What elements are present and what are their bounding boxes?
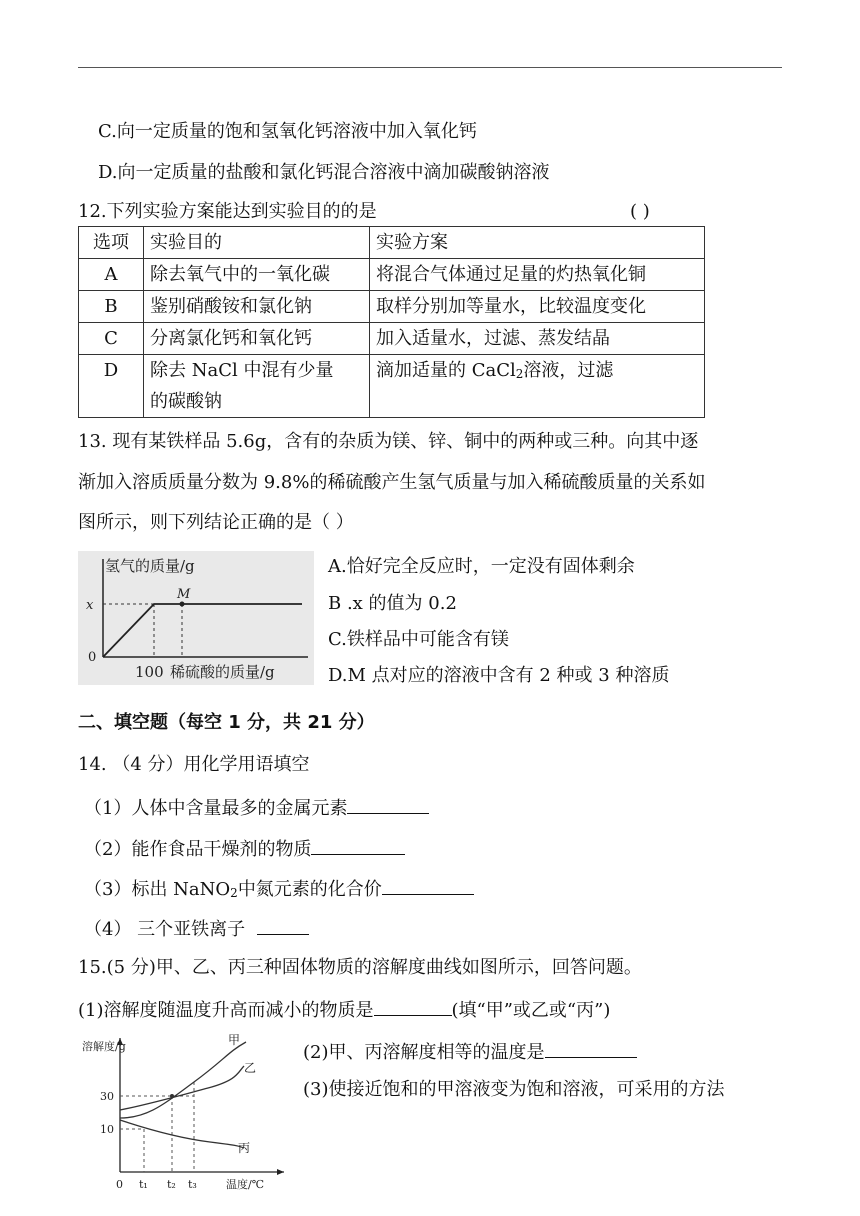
table-row — [79, 291, 705, 323]
q11-option-d: D.向一定质量的盐酸和氯化钙混合溶液中滴加碳酸钠溶液 — [98, 162, 550, 183]
row-purpose: 分离氯化钙和氧化钙 — [144, 323, 370, 355]
q12-answer-paren: ( ) — [630, 201, 650, 222]
item-text: （1）人体中含量最多的金属元素 — [84, 798, 348, 819]
q15-question-2 — [303, 1039, 637, 1064]
header-rule — [78, 67, 782, 68]
x-tick-0: 0 — [116, 1178, 123, 1191]
table-header-row — [79, 227, 705, 259]
q14-stem: 14. （4 分）用化学用语填空 — [78, 754, 310, 775]
row-plan: 加入适量水，过滤、蒸发结晶 — [370, 323, 705, 355]
question-text: (1)溶解度随温度升高而减小的物质是 — [78, 1000, 374, 1021]
curve-bing — [120, 1120, 244, 1148]
row-purpose-line1: 除去 NaCl 中混有少量 — [150, 360, 334, 381]
chart-xlabel: 温度/℃ — [226, 1178, 265, 1191]
row-option: D — [79, 355, 144, 418]
plan-subscript: 2 — [515, 367, 524, 381]
header-option: 选项 — [79, 227, 144, 259]
q12-table — [78, 226, 705, 418]
row-purpose: 除去氧气中的一氧化碳 — [144, 259, 370, 291]
x-axis-arrow — [277, 1169, 284, 1175]
q13-line-1: 13. 现有某铁样品 5.6g，含有的杂质为镁、锌、铜中的两种或三种。向其中逐 — [78, 431, 699, 452]
table-row — [79, 355, 705, 418]
y-tick-label: x — [86, 598, 94, 613]
header-purpose: 实验目的 — [144, 227, 370, 259]
q15-question-1 — [78, 997, 610, 1022]
q13-option-b: B .x 的值为 0.2 — [328, 593, 457, 614]
answer-blank[interactable] — [374, 997, 452, 1016]
curve-jia — [120, 1042, 246, 1118]
point-m-label: M — [177, 587, 191, 602]
q13-option-a: A.恰好完全反应时，一定没有固体剩余 — [328, 556, 635, 577]
item-text: （3）标出 NaNO — [84, 879, 231, 900]
point-m — [180, 602, 185, 607]
q14-item-3 — [84, 876, 474, 904]
q13-line-2: 渐加入溶质质量分数为 9.8%的稀硫酸产生氢气质量与加入稀硫酸质量的关系如 — [78, 472, 706, 493]
row-option: C — [79, 323, 144, 355]
chart-xlabel: 稀硫酸的质量/g — [170, 663, 275, 681]
chart-ylabel: 溶解度/g — [82, 1040, 126, 1053]
x-tick-t3: t₃ — [188, 1178, 197, 1191]
answer-blank[interactable] — [311, 836, 405, 855]
plan-text: 滴加适量的 CaCl — [376, 360, 516, 381]
label-bing: 丙 — [238, 1141, 251, 1155]
row-option: B — [79, 291, 144, 323]
table-row — [79, 259, 705, 291]
x-tick-t1: t₁ — [139, 1178, 148, 1191]
row-plan: 将混合气体通过足量的灼热氧化铜 — [370, 259, 705, 291]
section-heading: 二、填空题（每空 1 分，共 21 分） — [78, 712, 375, 733]
question-hint: (填“甲”或乙或“丙”) — [451, 1000, 611, 1021]
answer-blank[interactable] — [257, 916, 309, 935]
header-plan: 实验方案 — [370, 227, 705, 259]
q13-line-3: 图所示，则下列结论正确的是（ ） — [78, 512, 354, 533]
q15-question-3: (3)使接近饱和的甲溶液变为饱和溶液，可采用的方法 — [303, 1079, 725, 1100]
answer-blank[interactable] — [347, 795, 429, 814]
origin-label: 0 — [88, 650, 97, 665]
q14-item-2 — [84, 836, 405, 861]
row-purpose — [144, 355, 370, 418]
answer-blank[interactable] — [382, 876, 474, 895]
y-tick-30: 30 — [100, 1090, 114, 1103]
item-subscript: 2 — [230, 886, 238, 900]
q14-item-1 — [84, 795, 429, 820]
answer-blank[interactable] — [545, 1039, 637, 1058]
label-jia: 甲 — [228, 1033, 241, 1047]
q13-option-c: C.铁样品中可能含有镁 — [328, 629, 509, 650]
q12-stem: 12.下列实验方案能达到实验目的的是 — [78, 201, 377, 222]
curve-yi — [120, 1066, 244, 1110]
row-purpose-line2: 的碳酸钠 — [150, 391, 222, 412]
row-plan — [370, 355, 705, 418]
item-text: （2）能作食品干燥剂的物质 — [84, 839, 312, 860]
hydrogen-mass-chart — [78, 551, 314, 685]
q14-item-4 — [84, 916, 309, 941]
label-yi: 乙 — [244, 1061, 257, 1075]
row-purpose: 鉴别硝酸铵和氯化钠 — [144, 291, 370, 323]
table-row — [79, 323, 705, 355]
intersection-point — [170, 1094, 174, 1098]
chart-ylabel: 氢气的质量/g — [105, 557, 195, 575]
q13-option-d: D.M 点对应的溶液中含有 2 种或 3 种溶质 — [328, 665, 670, 686]
row-plan: 取样分别加等量水，比较温度变化 — [370, 291, 705, 323]
x-tick-t2: t₂ — [167, 1178, 176, 1191]
y-tick-10: 10 — [100, 1123, 114, 1136]
row-option: A — [79, 259, 144, 291]
solubility-chart — [78, 1032, 290, 1202]
q11-option-c: C.向一定质量的饱和氢氧化钙溶液中加入氧化钙 — [98, 121, 477, 142]
item-text-tail: 中氮元素的化合价 — [237, 879, 382, 900]
x-tick-label: 100 — [135, 663, 164, 681]
question-text: (2)甲、丙溶解度相等的温度是 — [303, 1042, 545, 1063]
plan-text-tail: 溶液，过滤 — [523, 360, 614, 381]
q15-stem: 15.(5 分)甲、乙、丙三种固体物质的溶解度曲线如图所示，回答问题。 — [78, 957, 642, 978]
item-text: （4） 三个亚铁离子 — [84, 919, 246, 940]
